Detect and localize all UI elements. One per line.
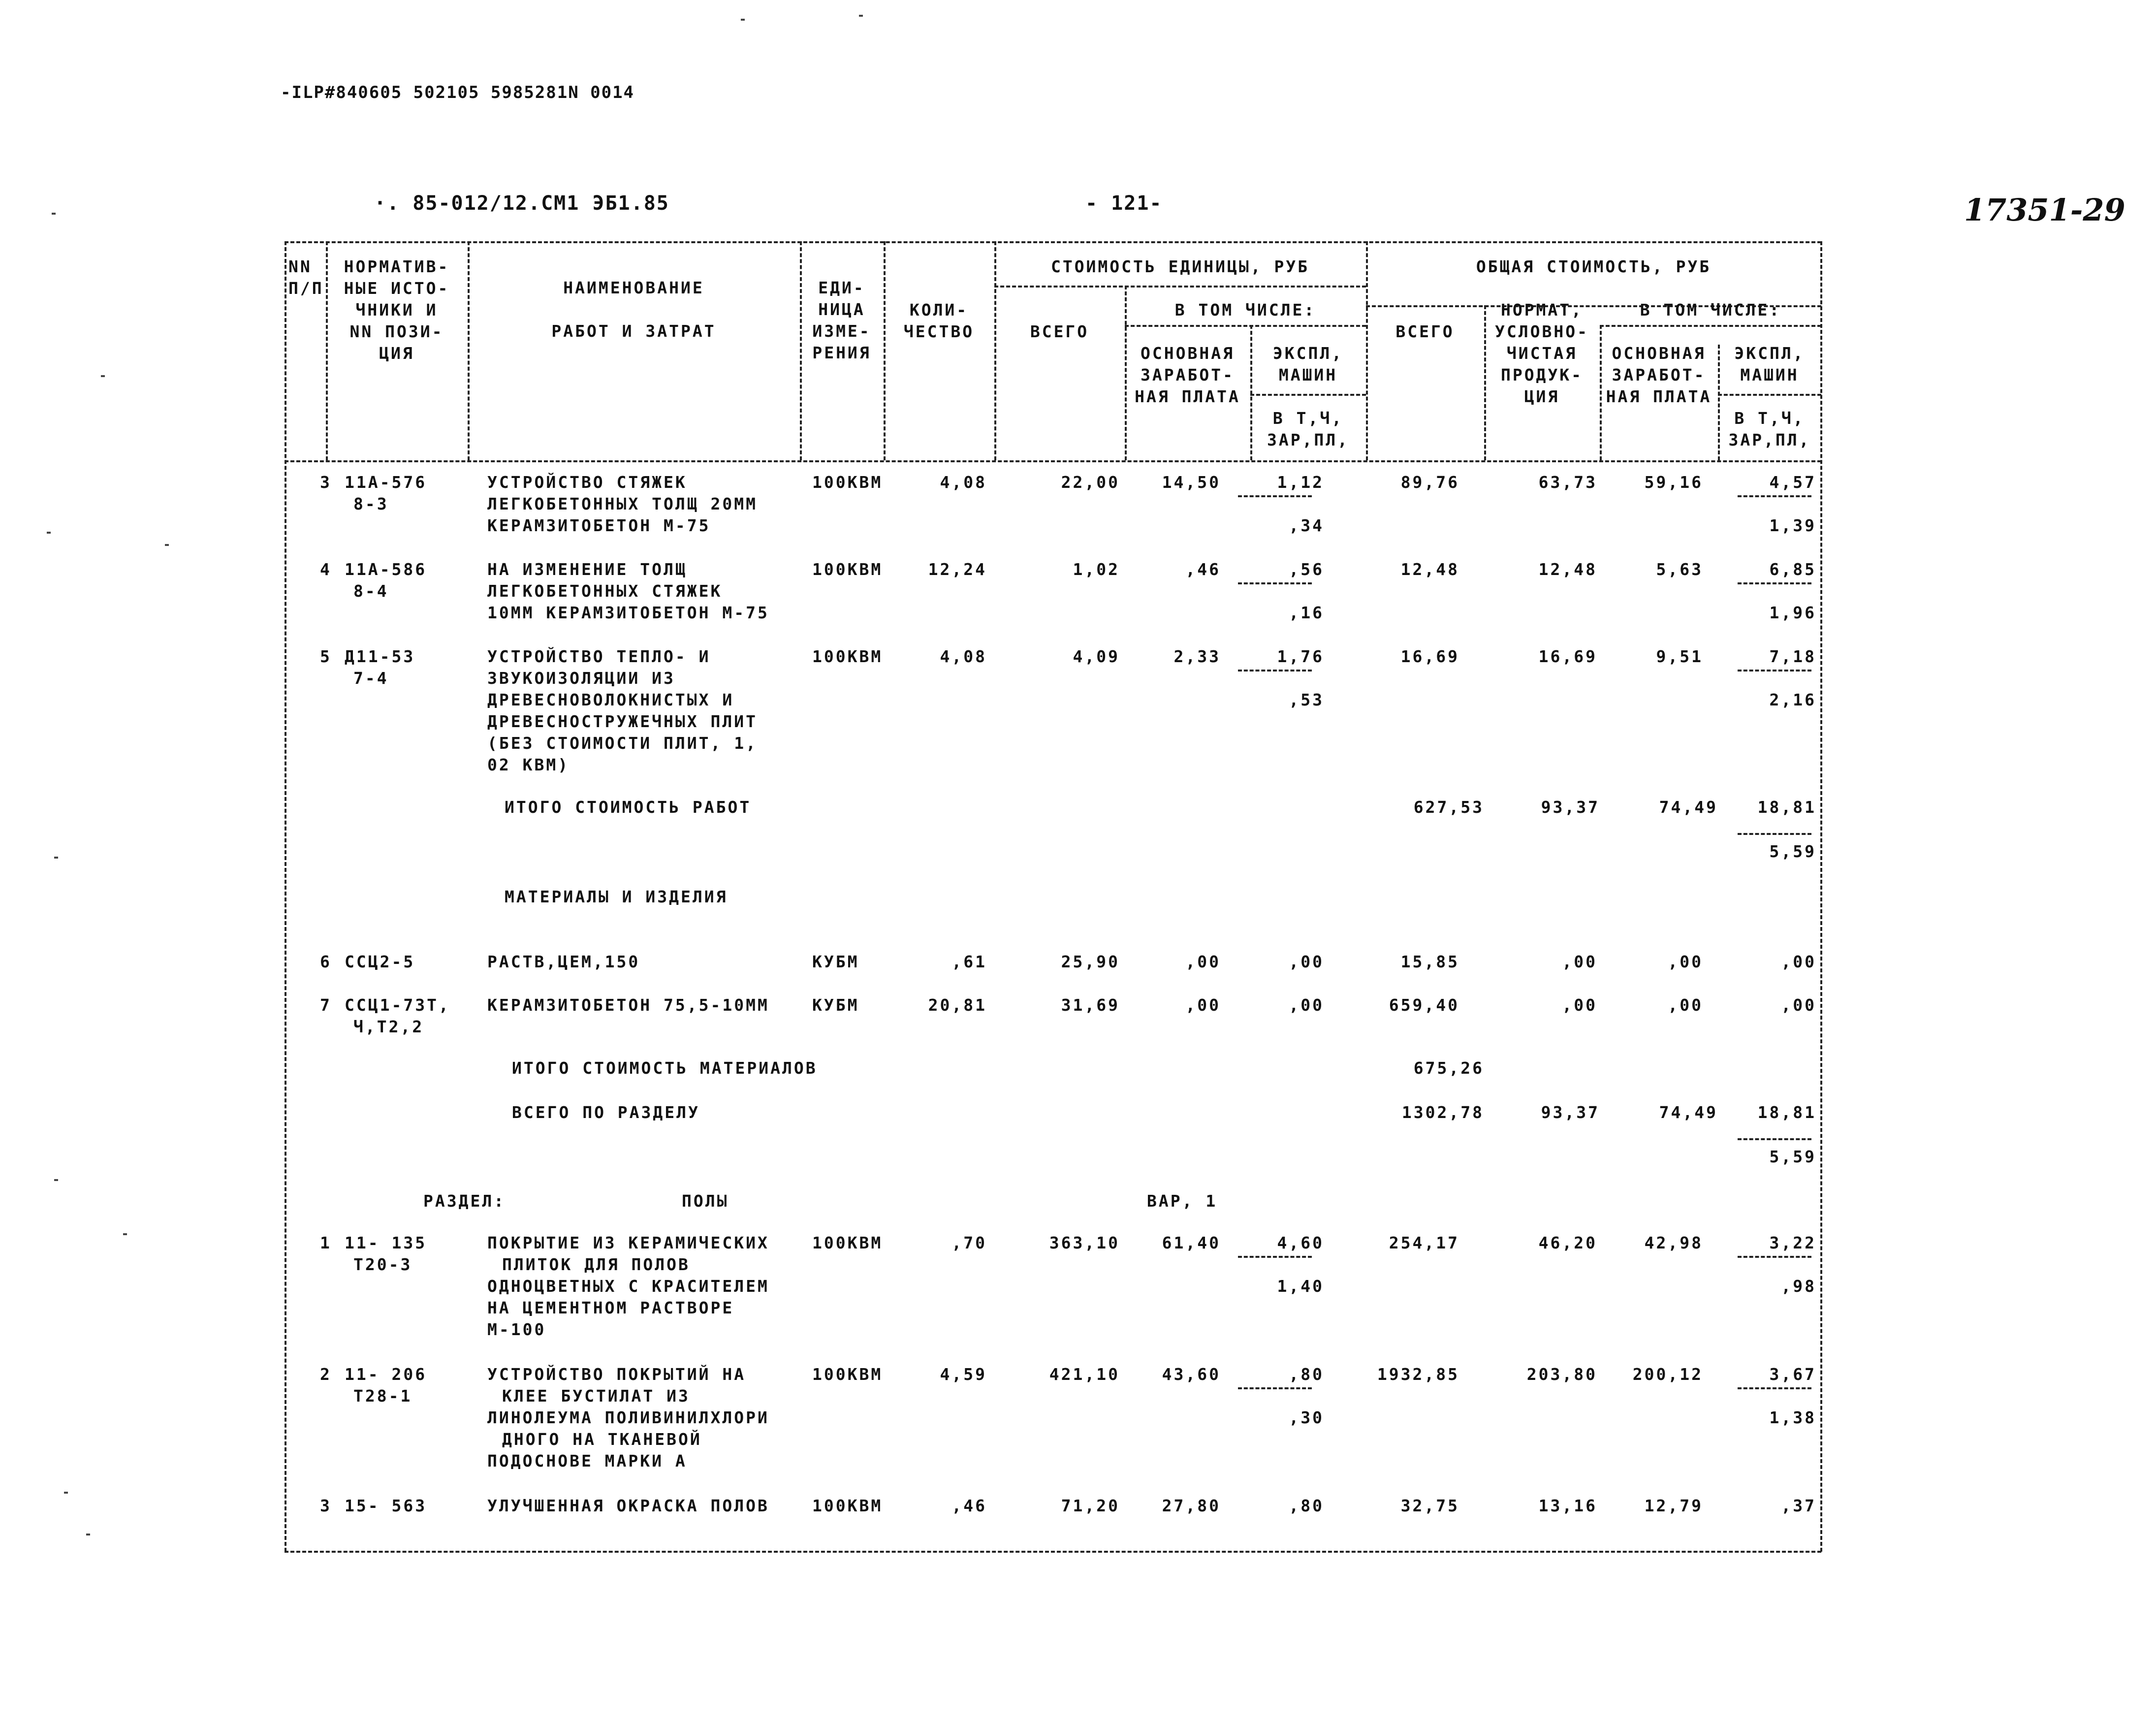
cell-tm: 7,18 (1769, 647, 1816, 666)
work-name-line: ЗВУКОИЗОЛЯЦИИ ИЗ (487, 669, 675, 688)
cell-uc: 1,02 (1073, 560, 1120, 579)
source-code: Т28-1 (353, 1386, 412, 1406)
source-code: 8-3 (353, 494, 389, 513)
quantity: ,61 (951, 952, 987, 971)
work-name-line: ПЛИТОК ДЛЯ ПОЛОВ (502, 1255, 690, 1274)
cell-total-machine-wage: ,98 (1781, 1277, 1816, 1296)
work-name-line: РАСТВ,ЦЕМ,150 (487, 952, 640, 971)
unit-of-measure: КУБМ (812, 952, 859, 971)
scan-speck (859, 15, 863, 17)
cell-norm: 16,69 (1538, 647, 1597, 666)
col-header-unit-machine-sub: В Т,Ч, ЗАР,ПЛ, (1267, 409, 1350, 449)
cell-tw: 42,98 (1644, 1233, 1703, 1252)
cell-uc: 71,20 (1061, 1496, 1120, 1515)
work-name-line: УСТРОЙСТВО СТЯЖЕК (487, 473, 687, 492)
subtotal-works-norm: 93,37 (1541, 798, 1600, 817)
source-code: 8-4 (353, 581, 389, 601)
scan-speck (86, 1534, 90, 1535)
scan-speck (741, 19, 745, 21)
work-name-line: 10ММ КЕРАМЗИТОБЕТОН М-75 (487, 603, 769, 622)
work-name-line: КЕРАМЗИТОБЕТОН М-75 (487, 516, 711, 535)
col-header-total-cost: ОБЩАЯ СТОИМОСТЬ, РУБ (1476, 257, 1712, 276)
work-name-line: ДРЕВЕСНОВОЛОКНИСТЫХ И (487, 690, 734, 709)
scan-speck (54, 1179, 58, 1181)
cell-uw: 61,40 (1162, 1233, 1221, 1252)
cell-uw: 2,33 (1173, 647, 1221, 666)
cell-uc: 363,10 (1049, 1233, 1120, 1252)
subtotal-materials-label: ИТОГО СТОИМОСТЬ МАТЕРИАЛОВ (512, 1058, 818, 1078)
scan-speck (64, 1492, 68, 1494)
cell-total-machine-wage: 1,39 (1769, 516, 1816, 535)
work-name-line: ПОКРЫТИЕ ИЗ КЕРАМИЧЕСКИХ (487, 1233, 769, 1252)
cell-uw: 27,80 (1162, 1496, 1221, 1515)
cell-norm: 63,73 (1538, 473, 1597, 492)
work-name-line: ПОДОСНОВЕ МАРКИ А (487, 1451, 687, 1471)
cell-um: 1,76 (1277, 647, 1324, 666)
col-header-total-machine: ЭКСПЛ, МАШИН (1734, 344, 1805, 384)
unit-of-measure: 100КВМ (812, 1233, 883, 1252)
col-header-nn: NN П/П (288, 257, 324, 298)
col-header-total-machine-sub: В Т,Ч, ЗАР,ПЛ, (1728, 409, 1811, 449)
cell-uw: 43,60 (1162, 1365, 1221, 1384)
cell-uc: 25,90 (1061, 952, 1120, 971)
subtotal-materials-total: 675,26 (1413, 1058, 1484, 1078)
cell-um: 1,12 (1277, 473, 1324, 492)
row-number: 3 (320, 473, 332, 492)
scan-speck (165, 544, 169, 546)
row-number: 3 (320, 1496, 332, 1515)
cell-unit-machine-wage: ,30 (1289, 1408, 1324, 1427)
quantity: 4,08 (940, 473, 987, 492)
source-code: ССЦ2-5 (345, 952, 415, 971)
cell-total-machine-wage: 2,16 (1769, 690, 1816, 709)
table-bottom-border (285, 1551, 1821, 1553)
cell-tw: 5,63 (1656, 560, 1703, 579)
source-code: 11А-576 (345, 473, 427, 492)
subvalue-rule (1238, 495, 1312, 497)
cell-tot: 16,69 (1400, 647, 1459, 666)
unit-of-measure: 100КВМ (812, 473, 883, 492)
document-code: ·. 85-012/12.CM1 ЭБ1.85 (374, 192, 669, 215)
unit-of-measure: 100КВМ (812, 647, 883, 666)
work-name-line: КЛЕЕ БУСТИЛАТ ИЗ (502, 1386, 690, 1406)
col-header-norm: НОРМАТ, УСЛОВНО- ЧИСТАЯ ПРОДУК- ЦИЯ (1495, 300, 1589, 406)
header-rule (1250, 394, 1366, 396)
cell-uw: ,00 (1185, 952, 1221, 971)
work-name-line: НА ЦЕМЕНТНОМ РАСТВОРЕ (487, 1298, 734, 1317)
work-name-line: ДРЕВЕСНОСТРУЖЕЧНЫХ ПЛИТ (487, 712, 758, 731)
cell-norm: ,00 (1562, 995, 1597, 1015)
work-name-line: УЛУЧШЕННАЯ ОКРАСКА ПОЛОВ (487, 1496, 769, 1515)
subtotal-works-rule (1738, 833, 1811, 835)
section-total-machine-wage: 5,59 (1769, 1147, 1816, 1166)
cell-um: ,00 (1289, 952, 1324, 971)
cell-unit-machine-wage: 1,40 (1277, 1277, 1324, 1296)
table-top-border (285, 241, 1821, 243)
cell-norm: ,00 (1562, 952, 1597, 971)
source-code: Т20-3 (353, 1255, 412, 1274)
quantity: 4,08 (940, 647, 987, 666)
table-left-border (285, 241, 286, 1552)
row-number: 4 (320, 560, 332, 579)
work-name-line: КЕРАМЗИТОБЕТОН 75,5-10ММ (487, 995, 769, 1015)
cell-norm: 12,48 (1538, 560, 1597, 579)
col-divider (468, 241, 470, 460)
section-name: ПОЛЫ (682, 1191, 729, 1211)
header-rule (1600, 325, 1821, 327)
subtotal-works-machine-wage: 5,59 (1769, 842, 1816, 861)
work-name-line: ОДНОЦВЕТНЫХ С КРАСИТЕЛЕМ (487, 1277, 769, 1296)
cell-uc: 22,00 (1061, 473, 1120, 492)
col-header-total-sum: ВСЕГО (1395, 322, 1455, 341)
cell-tot: 1932,85 (1377, 1365, 1459, 1384)
header-rule (1125, 325, 1366, 327)
scan-speck (101, 375, 105, 377)
section-variant: ВАР, 1 (1147, 1191, 1218, 1211)
quantity: ,46 (951, 1496, 987, 1515)
cell-total-machine-wage: 1,38 (1769, 1408, 1816, 1427)
subvalue-rule (1238, 670, 1312, 672)
cell-tm: ,00 (1781, 952, 1816, 971)
quantity: 20,81 (928, 995, 987, 1015)
quantity: 12,24 (928, 560, 987, 579)
unit-of-measure: 100КВМ (812, 560, 883, 579)
col-header-unit-cost: СТОИМОСТЬ ЕДИНИЦЫ, РУБ (1050, 257, 1310, 276)
subvalue-rule (1238, 582, 1312, 584)
cell-unit-machine-wage: ,34 (1289, 516, 1324, 535)
section-total-label: ВСЕГО ПО РАЗДЕЛУ (512, 1103, 700, 1122)
header-rule (994, 286, 1366, 288)
section-total-rule (1738, 1138, 1811, 1140)
scan-speck (52, 213, 56, 215)
work-name-line: НА ИЗМЕНЕНИЕ ТОЛЩ (487, 560, 687, 579)
row-number: 2 (320, 1365, 332, 1384)
subvalue-rule (1738, 670, 1811, 672)
cell-tot: 32,75 (1400, 1496, 1459, 1515)
subvalue-rule (1738, 495, 1811, 497)
row-number: 5 (320, 647, 332, 666)
subvalue-rule (1238, 1387, 1312, 1389)
quantity: 4,59 (940, 1365, 987, 1384)
cell-um: 4,60 (1277, 1233, 1324, 1252)
work-name-line: (БЕЗ СТОИМОСТИ ПЛИТ, 1, (487, 734, 758, 753)
cell-um: ,00 (1289, 995, 1324, 1015)
work-name-line: ЛЕГКОБЕТОННЫХ СТЯЖЕК (487, 581, 723, 601)
cell-uw: 14,50 (1162, 473, 1221, 492)
cell-tw: ,00 (1668, 952, 1703, 971)
row-number: 7 (320, 995, 332, 1015)
cell-unit-machine-wage: ,16 (1289, 603, 1324, 622)
cell-um: ,56 (1289, 560, 1324, 579)
cell-uw: ,46 (1185, 560, 1221, 579)
col-header-total-wage: ОСНОВНАЯ ЗАРАБОТ- НАЯ ПЛАТА (1606, 344, 1712, 406)
subvalue-rule (1738, 582, 1811, 584)
source-code: 7-4 (353, 669, 389, 688)
section-total-norm: 93,37 (1541, 1103, 1600, 1122)
page-number: - 121- (1085, 192, 1163, 215)
cell-tw: 9,51 (1656, 647, 1703, 666)
subtotal-works-wage: 74,49 (1659, 798, 1718, 817)
col-header-unit-in-that: В ТОМ ЧИСЛЕ: (1174, 300, 1316, 320)
work-name-line: УСТРОЙСТВО ПОКРЫТИЙ НА (487, 1365, 746, 1384)
work-name-line: ЛИНОЛЕУМА ПОЛИВИНИЛХЛОРИ (487, 1408, 769, 1427)
work-name-line: ЛЕГКОБЕТОННЫХ ТОЛЩ 20ММ (487, 494, 758, 513)
source-code: Д11-53 (345, 647, 415, 666)
col-header-unit-total: ВСЕГО (1030, 322, 1089, 341)
cell-unit-machine-wage: ,53 (1289, 690, 1324, 709)
cell-tot: 89,76 (1400, 473, 1459, 492)
cell-uc: 31,69 (1061, 995, 1120, 1015)
cell-um: ,80 (1289, 1365, 1324, 1384)
cell-tm: ,00 (1781, 995, 1816, 1015)
source-code: 15- 563 (345, 1496, 427, 1515)
subvalue-rule (1238, 1256, 1312, 1258)
section-total-machine: 18,81 (1757, 1103, 1816, 1122)
subtotal-works-label: ИТОГО СТОИМОСТЬ РАБОТ (505, 798, 752, 817)
scan-speck (54, 857, 58, 859)
scan-speck (47, 532, 51, 534)
unit-of-measure: 100КВМ (812, 1496, 883, 1515)
cell-tot: 12,48 (1400, 560, 1459, 579)
col-header-unit: ЕДИ- НИЦА ИЗМЕ- РЕНИЯ (812, 278, 871, 362)
cell-tw: ,00 (1668, 995, 1703, 1015)
header-rule (1718, 394, 1821, 396)
cell-tw: 200,12 (1632, 1365, 1703, 1384)
cell-tm: 6,85 (1769, 560, 1816, 579)
cell-tm: 3,67 (1769, 1365, 1816, 1384)
row-number: 1 (320, 1233, 332, 1252)
cell-tm: 4,57 (1769, 473, 1816, 492)
source-code: 11А-586 (345, 560, 427, 579)
source-code: 11- 206 (345, 1365, 427, 1384)
section-total-wage: 74,49 (1659, 1103, 1718, 1122)
cell-tw: 12,79 (1644, 1496, 1703, 1515)
cell-uw: ,00 (1185, 995, 1221, 1015)
col-header-unit-machine: ЭКСПЛ, МАШИН (1272, 344, 1344, 384)
work-name-line: 02 КВМ) (487, 755, 570, 774)
cell-tw: 59,16 (1644, 473, 1703, 492)
col-header-qty: КОЛИ- ЧЕСТВО (903, 300, 975, 341)
header-bottom-border (285, 460, 1821, 462)
cell-norm: 203,80 (1526, 1365, 1597, 1384)
scan-code: -ILP#840605 502105 5985281N 0014 (281, 83, 635, 102)
handwritten-reference: 17351-29 (1964, 192, 2125, 228)
cell-tm: 3,22 (1769, 1233, 1816, 1252)
unit-of-measure: 100КВМ (812, 1365, 883, 1384)
source-code: ССЦ1-73Т, (345, 995, 450, 1015)
cell-uc: 4,09 (1073, 647, 1120, 666)
work-name-line: М-100 (487, 1320, 546, 1339)
work-name-line: ДНОГО НА ТКАНЕВОЙ (502, 1430, 702, 1449)
col-header-name: НАИМЕНОВАНИЕ РАБОТ И ЗАТРАТ (551, 278, 716, 341)
source-code: 11- 135 (345, 1233, 427, 1252)
subtotal-works-total: 627,53 (1413, 798, 1484, 817)
quantity: ,70 (951, 1233, 987, 1252)
cell-tm: ,37 (1781, 1496, 1816, 1515)
cell-total-machine-wage: 1,96 (1769, 603, 1816, 622)
cell-tot: 659,40 (1389, 995, 1459, 1015)
cell-norm: 46,20 (1538, 1233, 1597, 1252)
cell-tot: 254,17 (1389, 1233, 1459, 1252)
col-divider (884, 241, 886, 460)
subvalue-rule (1738, 1256, 1811, 1258)
subvalue-rule (1738, 1387, 1811, 1389)
col-header-source: НОРМАТИВ- НЫЕ ИСТО- ЧНИКИ И NN ПОЗИ- ЦИЯ (344, 257, 450, 363)
cell-uc: 421,10 (1049, 1365, 1120, 1384)
cell-tot: 15,85 (1400, 952, 1459, 971)
cell-um: ,80 (1289, 1496, 1324, 1515)
section-total-total: 1302,78 (1401, 1103, 1484, 1122)
work-name-line: УСТРОЙСТВО ТЕПЛО- И (487, 647, 711, 666)
col-header-total-in-that: В ТОМ ЧИСЛЕ: (1640, 300, 1781, 320)
unit-of-measure: КУБМ (812, 995, 859, 1015)
row-number: 6 (320, 952, 332, 971)
subtotal-works-machine: 18,81 (1757, 798, 1816, 817)
cell-norm: 13,16 (1538, 1496, 1597, 1515)
scan-speck (123, 1233, 127, 1235)
source-code: Ч,Т2,2 (353, 1017, 424, 1036)
materials-heading: МАТЕРИАЛЫ И ИЗДЕЛИЯ (505, 887, 728, 906)
col-header-unit-wage: ОСНОВНАЯ ЗАРАБОТ- НАЯ ПЛАТА (1135, 344, 1240, 406)
section-label: РАЗДЕЛ: (423, 1191, 506, 1211)
